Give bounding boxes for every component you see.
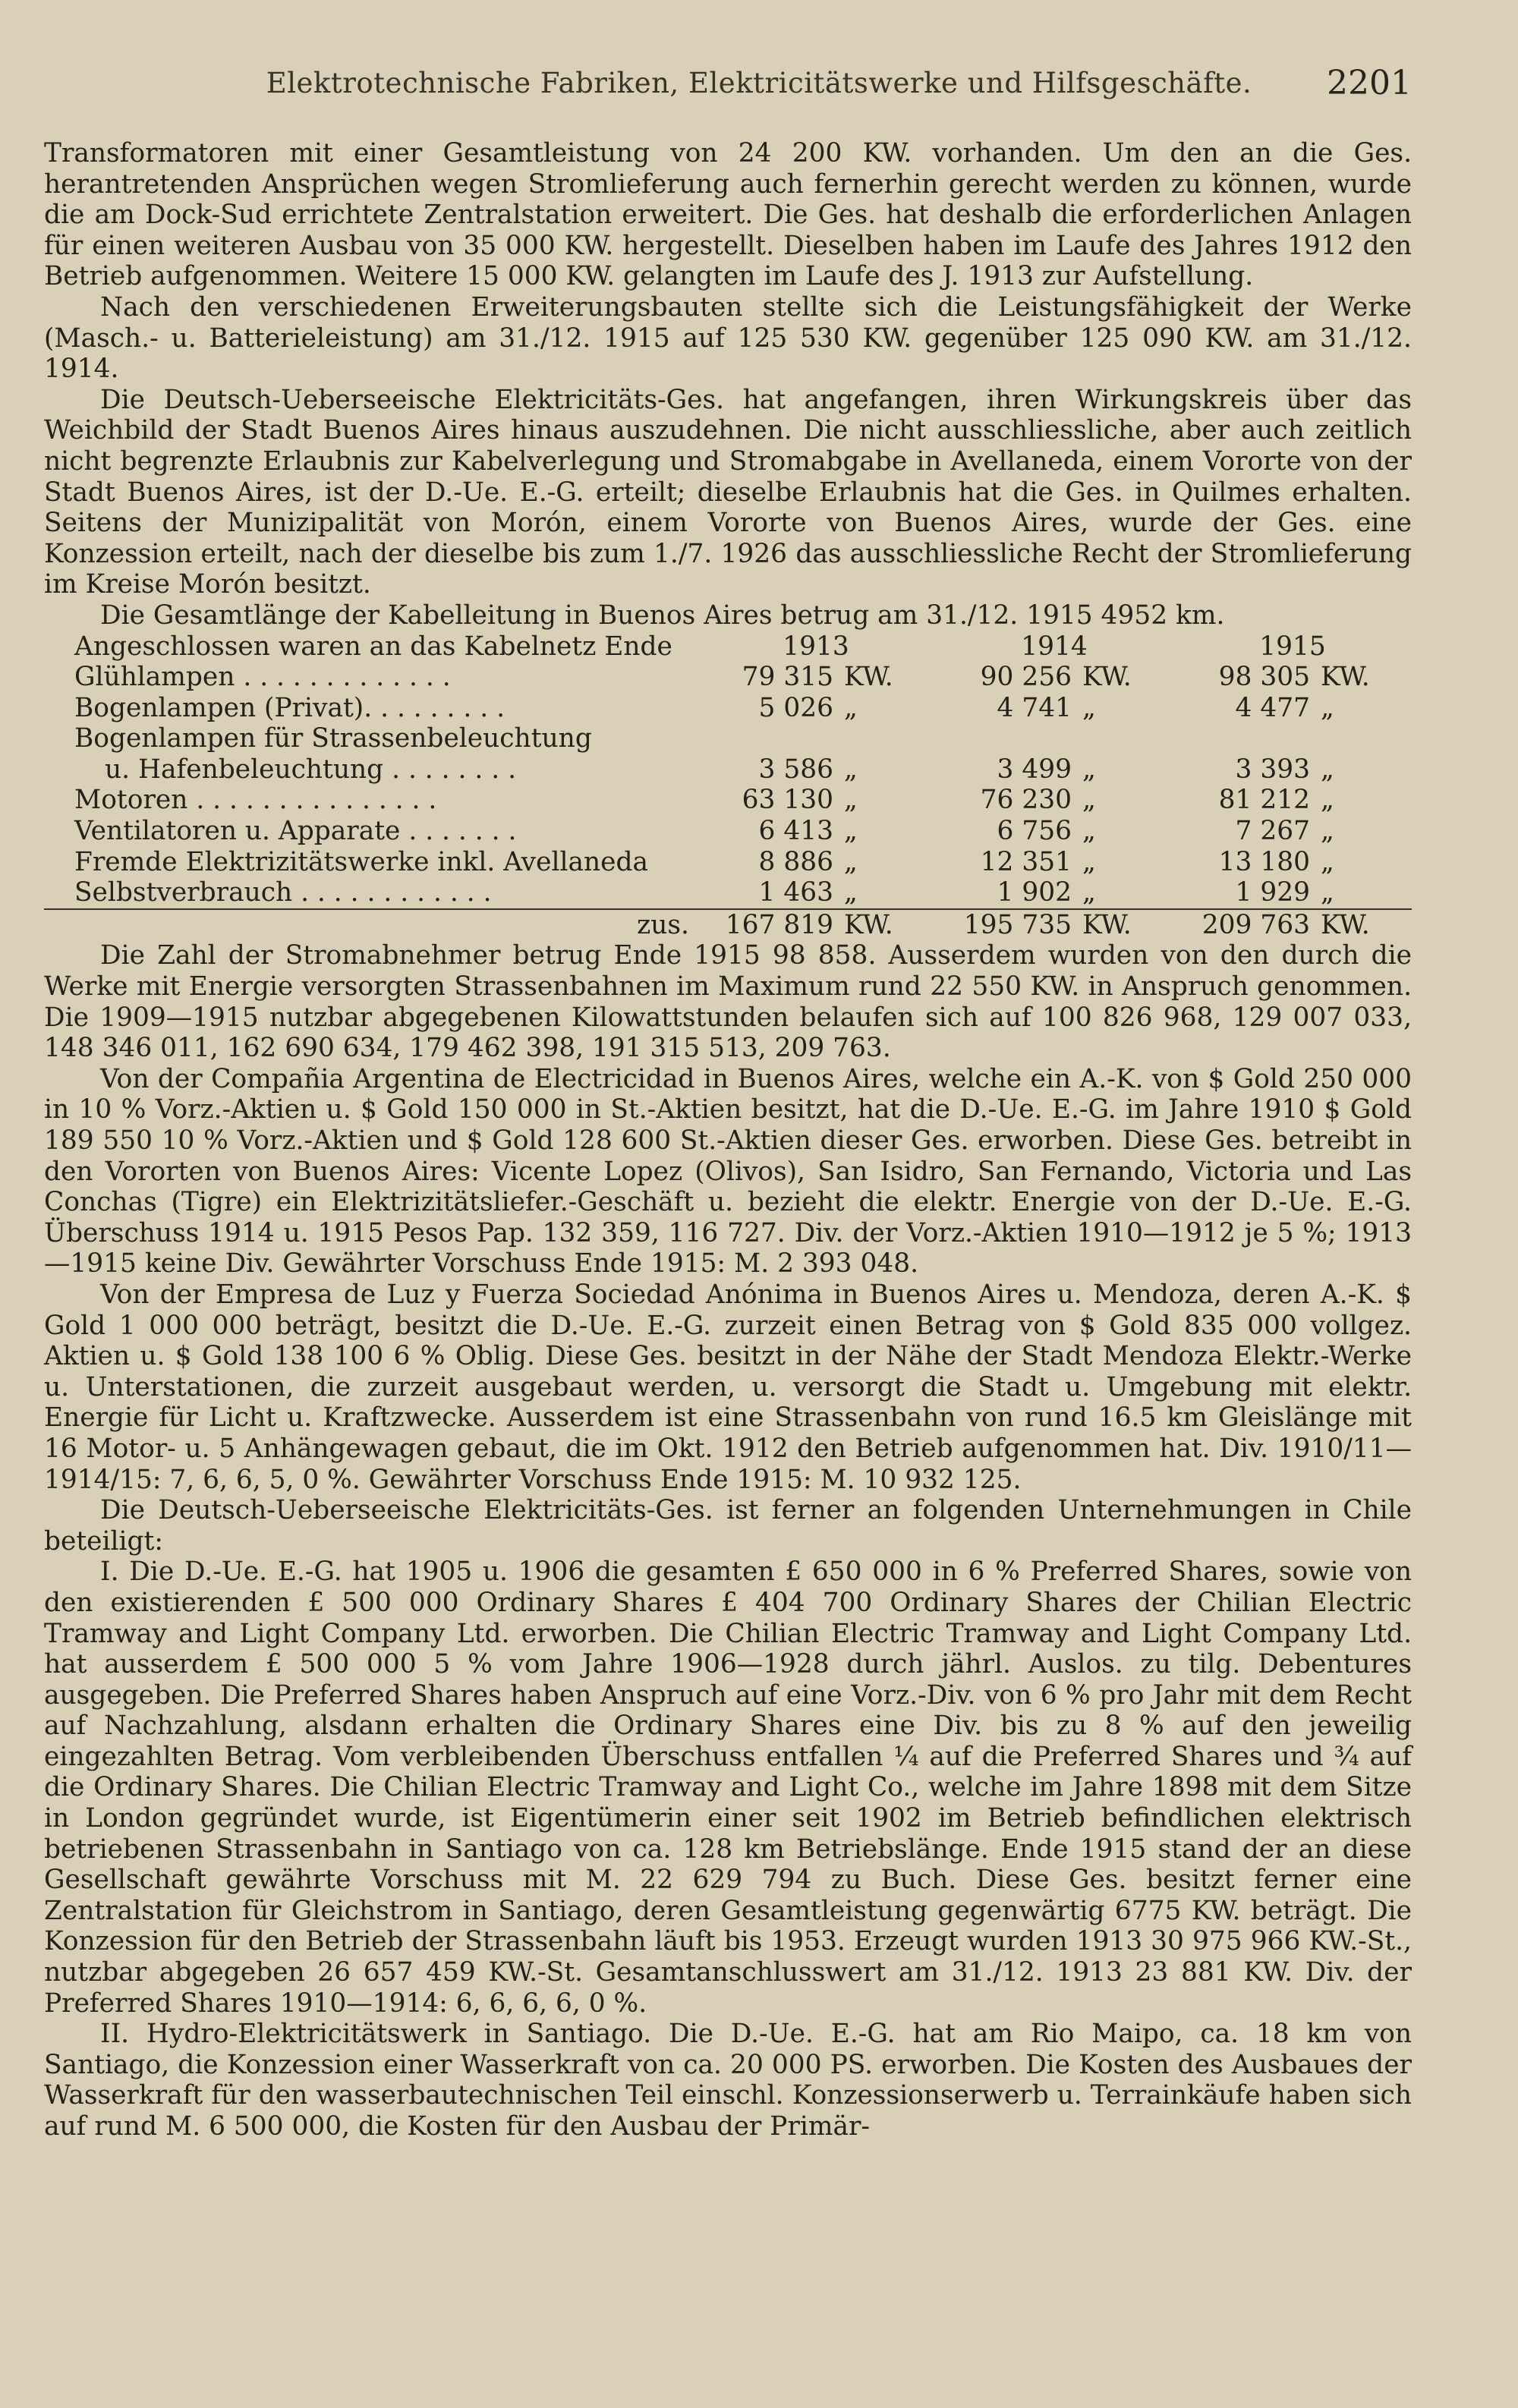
cell-unit: „ [1321, 846, 1334, 877]
cell-value [697, 723, 833, 754]
paragraph: Die Gesamtlänge der Kabelleitung in Buenos Aires betrug am 31./12. 1915 4952 km. [100, 600, 1225, 631]
paragraph: Von der Compañia Argentina de Electricidad in Buenos Aires, welche ein A.-K. von $ Gold 250 000 in 10 % Vorz.-Aktien u. $ Gold 150 000 in St.-Aktien besitzt, hat die D.-Ue. E.-G. im Jahre 1910 $ Gold 189 550 10 % Vorz.-Aktien und $ Gold 128 600 St.-Aktien dieser Ges. erworben. Diese Ges. betreibt in den Vororten von Buenos Aires: Vicente Lopez (Olivos), San Isidro, San Fernando, Victoria und Las Conchas (Tigre) ein Elektrizitätsliefer.-Geschäft u. bezieht die elektr. Energie von der D.-Ue. E.-G. Überschuss 1914 u. 1915 Pesos Pap. 132 359, 116 727. Div. der Vorz.-Aktien 1910—1912 je 5 %; 1913—1915 keine Div. Gewährter Vorschuss Ende 1915: M. 2 393 048. [44, 1063, 1412, 1280]
cell-value: 7 267 [1235, 816, 1310, 847]
cell-value: 63 130 [742, 785, 833, 816]
paragraph: Die Zahl der Stromabnehmer betrug Ende 1915 98 858. Ausserdem wurden von den durch die Werke mit Energie versorgten Strassenbahnen im Maximum rund 22 550 KW. in Anspruch genommen. Die 1909—1915 nutzbar abgegebenen Kilowattstunden belaufen sich auf 100 826 968, 129 007 033, 148 346 011, 162 690 634, 179 462 398, 191 315 513, 209 763. [44, 940, 1412, 1064]
cell-unit: „ [1082, 785, 1096, 816]
cell-value: 3 393 [1235, 754, 1310, 785]
row-label: Selbstverbrauch . . . . . . . . . . . . [74, 877, 492, 908]
cell-value: 1 929 [1235, 877, 1310, 908]
year-header: 1914 [1021, 631, 1088, 662]
cell-unit: „ [1321, 754, 1334, 785]
cell-value: 4 741 [997, 692, 1072, 723]
cell-value: 98 305 [1218, 662, 1310, 693]
cell-unit: „ [1082, 877, 1096, 908]
cell-unit: KW. [1321, 662, 1370, 693]
running-title: Elektrotechnische Fabriken, Elektricitätswerke und Hilfsgeschäfte. [266, 67, 1252, 99]
cell-unit: „ [844, 816, 858, 847]
cell-value: 6 756 [997, 816, 1072, 847]
paragraph: Die Deutsch-Ueberseeische Elektricitäts-Ges. ist ferner an folgenden Unternehmungen in Chile beteiligt: [44, 1495, 1412, 1557]
row-label: Bogenlampen für Strassenbeleuchtung [74, 723, 592, 754]
cell-unit: KW. [844, 662, 893, 693]
cell-value: 1 902 [997, 877, 1072, 908]
page-number: 2201 [1327, 64, 1412, 102]
table-row [44, 847, 1412, 878]
paragraph: Die Deutsch-Ueberseeische Elektricitäts-Ges. hat angefangen, ihren Wirkungskreis über das Weichbild der Stadt Buenos Aires hinaus auszudehnen. Die nicht ausschliessliche, aber auch zeitlich nicht begrenzte Erlaubnis zur Kabelverlegung und Stromabgabe in Avellaneda, einem Vororte von der Stadt Buenos Aires, ist der D.-Ue. E.-G. erteilt; dieselbe Erlaubnis hat die Ges. in Quilmes erhalten. Seitens der Munizipalität von Morón, einem Vororte von Buenos Aires, wurde der Ges. eine Konzession erteilt, nach der dieselbe bis zum 1./7. 1926 das ausschliessliche Recht der Stromlieferung im Kreise Morón besitzt. [44, 384, 1412, 600]
cell-value: 1 463 [758, 877, 833, 908]
paragraph: I. Die D.-Ue. E.-G. hat 1905 u. 1906 die gesamten £ 650 000 in 6 % Preferred Shares, sowie von den existierenden £ 500 000 Ordinary Shares £ 404 700 Ordinary Shares der Chilian Electric Tramway and Light Company Ltd. erworben. Die Chilian Electric Tramway and Light Company Ltd. hat ausserdem £ 500 000 5 % vom Jahre 1906—1928 durch jährl. Auslos. zu tilg. Debentures ausgegeben. Die Preferred Shares haben Anspruch auf eine Vorz.-Div. von 6 % pro Jahr mit dem Recht auf Nachzahlung, alsdann erhalten die Ordinary Shares eine Div. bis zu 8 % auf den jeweilig eingezahlten Betrag. Vom verbleibenden Überschuss entfallen ¼ auf die Preferred Shares und ¾ auf die Ordinary Shares. Die Chilian Electric Tramway and Light Co., welche im Jahre 1898 mit dem Sitze in London gegründet wurde, ist Eigentümerin einer seit 1902 im Betrieb befindlichen elektrisch betriebenen Strassenbahn in Santiago von ca. 128 km Betriebslänge. Ende 1915 stand der an diese Gesellschaft gewährte Vorschuss mit M. 22 629 794 zu Buch. Diese Ges. besitzt ferner eine Zentralstation für Gleichstrom in Santiago, deren Gesamtleistung gegenwärtig 6775 KW. beträgt. Die Konzession für den Betrieb der Strassenbahn läuft bis 1953. Erzeugt wurden 1913 30 975 966 KW.-St., nutzbar abgegeben 26 657 459 KW.-St. Gesamtanschlusswert am 31./12. 1913 23 881 KW. Div. der Preferred Shares 1910—1914: 6, 6, 6, 6, 0 %. [44, 1557, 1412, 2019]
total-value: 167 819 [697, 909, 833, 941]
cell-value: 90 256 [980, 662, 1072, 693]
cell-unit [833, 723, 935, 754]
paragraph: Von der Empresa de Luz y Fuerza Sociedad Anónima in Buenos Aires u. Mendoza, deren A.-K. $ Gold 1 000 000 beträgt, besitzt die D.-Ue. E.-G. zurzeit einen Betrag von $ Gold 835 000 vollgez. Aktien u. $ Gold 138 100 6 % Oblig. Diese Ges. besitzt in der Nähe der Stadt Mendoza Elektr.-Werke u. Unterstationen, die zurzeit ausgebaut werden, u. versorgt die Stadt u. Umgebung mit elektr. Energie für Licht u. Kraftzwecke. Ausserdem ist eine Strassenbahn von rund 16.5 km Gleislänge mit 16 Motor- u. 5 Anhängewagen gebaut, die im Okt. 1912 den Betrieb aufgenommen hat. Div. 1910/11—1914/15: 7, 6, 6, 5, 0 %. Gewährter Vorschuss Ende 1915: M. 10 932 125. [44, 1279, 1412, 1495]
paragraph: II. Hydro-Elektricitätswerk in Santiago. Die D.-Ue. E.-G. hat am Rio Maipo, ca. 18 km von Santiago, die Konzession einer Wasserkraft von ca. 20 000 PS. erworben. Die Kosten des Ausbaues der Wasserkraft für den wasserbautechnischen Teil einschl. Konzessionserwerb u. Terrainkäufe haben sich auf rund M. 6 500 000, die Kosten für den Ausbau der Primär- [44, 2019, 1412, 2142]
cell-unit: „ [1082, 754, 1096, 785]
cell-unit: KW. [1082, 662, 1132, 693]
cell-value [1173, 723, 1310, 754]
paragraph: Nach den verschiedenen Erweiterungsbauten stellte sich die Leistungsfähigkeit der Werke (Masch.- u. Batterieleistung) am 31./12. 1915 auf 125 530 KW. gegenüber 125 090 KW. am 31./12. 1914. [44, 291, 1412, 385]
table-row [44, 662, 1412, 693]
row-label: Fremde Elektrizitätswerke inkl. Avellaneda [74, 846, 648, 877]
page-header [46, 64, 1472, 112]
cell-value: 6 413 [758, 816, 833, 847]
table-row [44, 877, 1412, 909]
row-label: Motoren . . . . . . . . . . . . . . . [74, 785, 437, 816]
cell-value: 3 499 [997, 754, 1072, 785]
table-total-row [44, 909, 1412, 941]
cell-value: 4 477 [1235, 692, 1310, 723]
cell-value [935, 723, 1072, 754]
body-text [44, 138, 1412, 2142]
cell-value: 12 351 [980, 846, 1072, 877]
cell-unit: „ [1321, 692, 1334, 723]
table-header-row [44, 631, 1412, 663]
cell-unit: „ [1321, 816, 1334, 847]
cell-unit: „ [1082, 816, 1096, 847]
total-unit: KW. [1072, 909, 1173, 941]
cell-unit: „ [1082, 846, 1096, 877]
table-intro: Angeschlossen waren an das Kabelnetz Ende [74, 631, 672, 662]
cell-unit: „ [1321, 785, 1334, 816]
cell-unit [1310, 723, 1412, 754]
table-row [44, 785, 1412, 816]
total-unit: KW. [1310, 909, 1412, 941]
total-unit: KW. [833, 909, 935, 941]
row-label: Glühlampen . . . . . . . . . . . . . [74, 662, 451, 693]
cell-value: 76 230 [980, 785, 1072, 816]
cell-unit: „ [844, 846, 858, 877]
table-row [44, 816, 1412, 847]
cell-unit: „ [844, 692, 858, 723]
row-label: Bogenlampen (Privat). . . . . . . . . [74, 692, 505, 723]
row-label: u. Hafenbeleuchtung . . . . . . . . [105, 754, 517, 785]
paragraph: Transformatoren mit einer Gesamtleistung von 24 200 KW. vorhanden. Um den an die Ges. herantretenden Ansprüchen wegen Stromlieferung auch fernerhin gerecht werden zu können, wurde die am Dock-Sud errichtete Zentralstation erweitert. Die Ges. hat deshalb die erforderlichen Anlagen für einen weiteren Ausbau von 35 000 KW. hergestellt. Dieselben haben im Laufe des Jahres 1912 den Betrieb aufgenommen. Weitere 15 000 KW. gelangten im Laufe des J. 1913 zur Aufstellung. [44, 138, 1412, 292]
year-header: 1913 [783, 631, 849, 662]
cell-unit: „ [844, 785, 858, 816]
connection-table [44, 631, 1412, 941]
total-value: 209 763 [1173, 909, 1310, 941]
cell-value: 81 212 [1218, 785, 1310, 816]
total-label: zus. [44, 909, 697, 941]
total-value: 195 735 [935, 909, 1072, 941]
cell-value: 3 586 [758, 754, 833, 785]
table-row [44, 723, 1412, 754]
cell-unit: „ [1082, 692, 1096, 723]
cell-value: 79 315 [742, 662, 833, 693]
cell-unit: „ [1321, 877, 1334, 908]
cell-unit: „ [844, 754, 858, 785]
cell-unit [1072, 723, 1173, 754]
cell-value: 13 180 [1218, 846, 1310, 877]
cell-value: 8 886 [758, 846, 833, 877]
cell-value: 5 026 [758, 692, 833, 723]
table-row [44, 693, 1412, 724]
year-header: 1915 [1259, 631, 1326, 662]
table-row [44, 754, 1412, 785]
row-label: Ventilatoren u. Apparate . . . . . . . [74, 816, 517, 847]
cell-unit: „ [844, 877, 858, 908]
